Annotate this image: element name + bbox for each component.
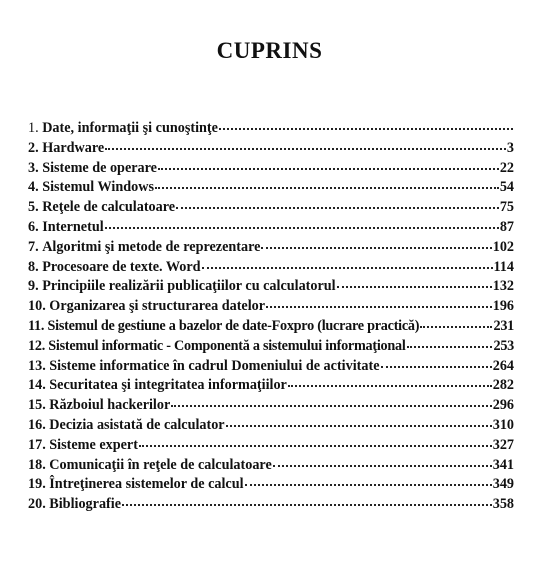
- toc-entry-page: 349: [492, 476, 514, 493]
- toc-entry-page: 282: [492, 377, 514, 394]
- toc-entry-page: 231: [493, 317, 514, 334]
- toc-dot-leader: [105, 136, 506, 150]
- toc-entry-number: 5.: [28, 199, 39, 216]
- toc-entry-number: 11.: [28, 317, 45, 334]
- toc-entry-page: 87: [499, 218, 514, 235]
- toc-entry-text: [28, 258, 201, 278]
- toc-entry-number: 10.: [28, 298, 46, 315]
- toc-entry-page: 327: [492, 436, 514, 453]
- toc-dot-leader: [176, 195, 499, 209]
- toc-dot-leader: [288, 373, 492, 387]
- toc-dot-leader: [273, 453, 492, 467]
- toc-entry-number: 7.: [28, 238, 39, 255]
- toc-entry-page: 358: [492, 496, 514, 513]
- toc-entry-page: 296: [492, 397, 514, 414]
- toc-entry-text: [28, 218, 104, 238]
- toc-entry-text: [28, 436, 138, 456]
- toc-entry-title: Procesoare de texte. Word: [42, 258, 201, 275]
- toc-entry-number: 15.: [28, 397, 46, 414]
- toc-entry-text: [28, 495, 121, 515]
- toc-entry-text: [28, 139, 104, 159]
- toc-entry-text: [28, 456, 272, 476]
- toc-entry-number: 14.: [28, 377, 46, 394]
- toc-entry-title: Sistemul informatic - Componentă a sistemului informaţional: [48, 337, 406, 354]
- toc-entry-number: 9.: [28, 278, 39, 295]
- toc-entry-page: 54: [499, 179, 514, 196]
- toc-entry-text: [28, 297, 265, 317]
- toc-entry-page: 341: [492, 456, 514, 473]
- toc-entry-title: Date, informaţii şi cunoştinţe: [42, 120, 218, 136]
- toc-dot-leader: [171, 393, 491, 407]
- toc-entry-text: [28, 396, 170, 416]
- toc-dot-leader: [261, 235, 491, 249]
- toc-entry-title: Reţele de calculatoare: [42, 199, 176, 216]
- toc-entry-number: 16.: [28, 416, 46, 433]
- toc-entry-title: Decizia asistată de calculator: [49, 416, 225, 433]
- toc-entry-text: [28, 159, 157, 179]
- toc-entry-number: 17.: [28, 436, 46, 453]
- toc-entry-page: 114: [493, 258, 514, 275]
- toc-entry-title: Sisteme informatice în cadrul Domeniului de activitate: [49, 357, 380, 374]
- toc-entry-page: 253: [493, 337, 514, 354]
- toc-entry-page: 3: [506, 139, 514, 156]
- toc-entry-page: 264: [492, 357, 514, 374]
- toc-entry-title: Războiul hackerilor: [49, 397, 171, 414]
- toc-entry-number: 18.: [28, 456, 46, 473]
- toc-entry-number: 1.: [28, 120, 39, 136]
- toc-entry-number: 19.: [28, 476, 46, 493]
- toc-entry-title: Hardware: [42, 139, 105, 156]
- toc-dot-leader: [139, 433, 492, 447]
- toc-entry-page: 75: [499, 199, 514, 216]
- toc-entry: [28, 494, 514, 514]
- toc-entry-page: 102: [492, 238, 514, 255]
- toc-dot-leader: [266, 294, 492, 308]
- toc-entry-number: 8.: [28, 258, 39, 275]
- toc-dot-leader: [381, 354, 492, 368]
- toc-dot-leader: [155, 175, 499, 189]
- toc-entry-title: Întreţinerea sistemelor de calcul: [49, 476, 244, 493]
- toc-entry-title: Sisteme expert: [49, 436, 138, 453]
- toc-entry-title: Bibliografie: [49, 496, 122, 513]
- toc-entry-number: 3.: [28, 159, 39, 176]
- toc-entry-title: Sistemul Windows: [42, 179, 155, 196]
- toc-entry-text: [28, 178, 154, 198]
- toc-dot-leader: [202, 255, 493, 269]
- toc-entry-number: 2.: [28, 139, 39, 156]
- toc-entry-title: Sisteme de operare: [42, 159, 157, 176]
- toc-dot-leader: [245, 472, 492, 486]
- table-of-contents: [28, 118, 514, 514]
- toc-dot-leader: [420, 314, 492, 328]
- toc-entry-number: 4.: [28, 179, 39, 196]
- toc-entry-number: 12.: [28, 337, 45, 354]
- toc-entry-page: 132: [492, 278, 514, 295]
- toc-entry-title: Internetul: [42, 218, 104, 235]
- toc-entry-number: 6.: [28, 218, 39, 235]
- page-title: CUPRINS: [216, 38, 323, 63]
- toc-entry-title: Principiile realizării publicaţiilor cu calculatorul: [42, 278, 336, 295]
- toc-entry-title: Sistemul de gestiune a bazelor de date-Foxpro (lucrare practică): [47, 317, 420, 334]
- toc-dot-leader: [122, 492, 492, 506]
- toc-dot-leader: [158, 156, 499, 170]
- toc-entry-page: 22: [499, 159, 514, 176]
- toc-entry-page: 310: [492, 416, 514, 433]
- toc-dot-leader: [337, 274, 492, 288]
- toc-entry-page: 196: [492, 298, 514, 315]
- toc-entry-title: Algoritmi şi metode de reprezentare: [42, 238, 261, 255]
- toc-entry-text: [28, 337, 406, 357]
- toc-entry-text: [28, 317, 419, 337]
- toc-dot-leader: [226, 413, 492, 427]
- toc-entry-title: Organizarea şi structurarea datelor: [49, 298, 266, 315]
- toc-entry-number: 20.: [28, 496, 46, 513]
- toc-dot-leader: [407, 334, 493, 348]
- toc-entry-title: Securitatea şi integritatea informaţiilor: [49, 377, 287, 394]
- toc-dot-leader: [105, 215, 499, 229]
- toc-dot-leader: [219, 116, 513, 130]
- toc-entry-number: 13.: [28, 357, 46, 374]
- toc-entry-title: Comunicaţii în reţele de calculatoare: [49, 456, 272, 473]
